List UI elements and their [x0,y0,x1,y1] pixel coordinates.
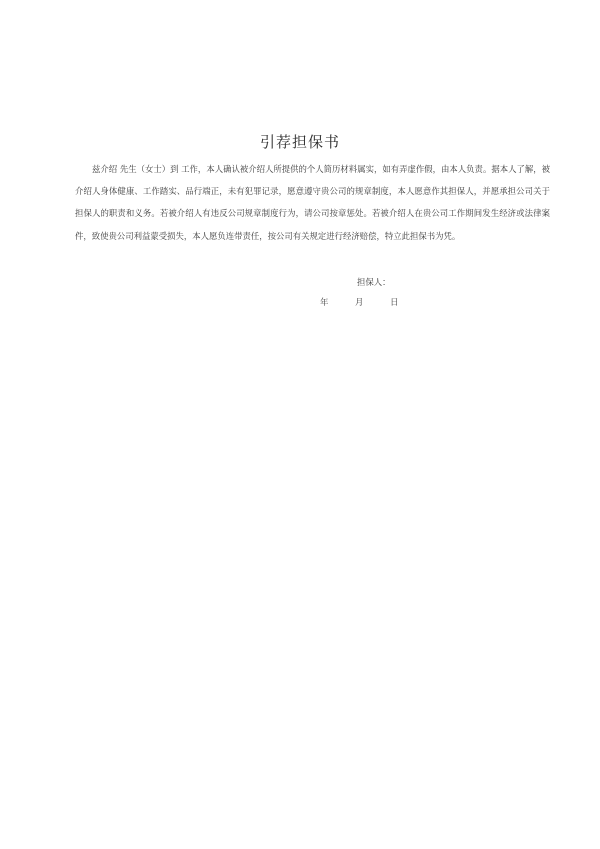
date-line [320,296,398,308]
date-year-label: 年 [320,297,329,307]
date-month-label: 月 [355,297,364,307]
document-title: 引荐担保书 [259,133,340,151]
date-day-label: 日 [390,297,399,307]
guarantor-label: 担保人： [357,277,391,287]
document-body: 兹介绍 先生（女士）到 工作，本人确认被介绍人所提供的个人简历材料属实，如有弄虚作假，由本人负责。据本人了解，被介绍人身体健康、工作踏实、品行端正，未有犯罪记录，愿意遵守贵公司的规章制度，本人愿意作其担保人，并愿承担公司关于担保人的职责和义务。若被介绍人有违反公司规章制度行为，请公司按章惩处。若被介绍人在贵公司工作期间发生经济或法律案件，致使贵公司利益蒙受损失，本人愿负连带责任，按公司有关规定进行经济赔偿，特立此担保书为凭。 [75,164,550,241]
